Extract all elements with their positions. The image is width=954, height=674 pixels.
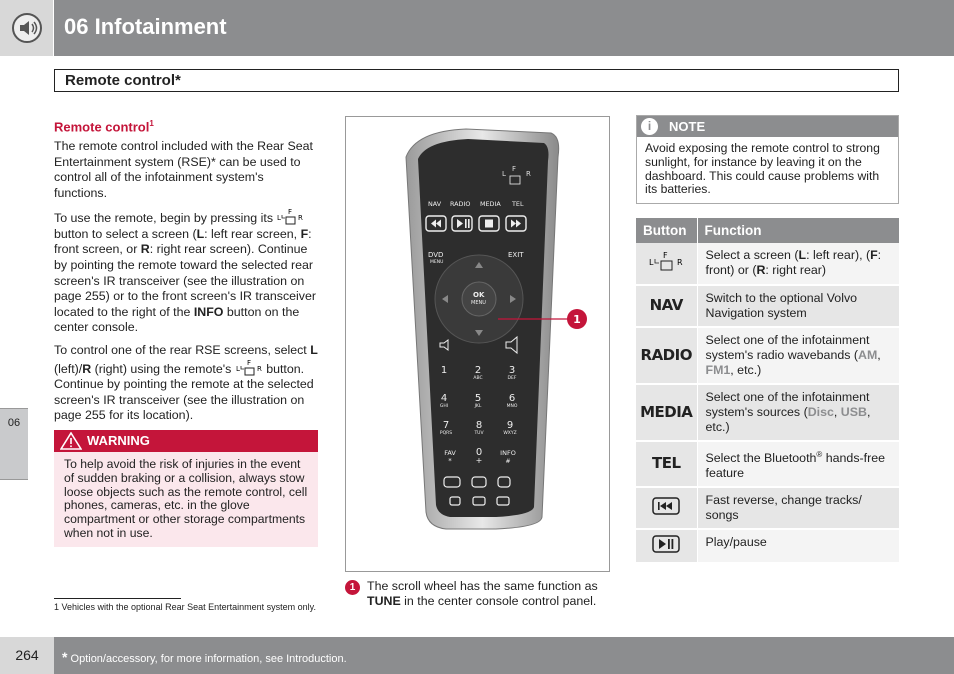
svg-text:DVD: DVD — [428, 251, 444, 259]
footnote: 1 Vehicles with the optional Rear Seat Entertainment system only. — [54, 602, 316, 612]
svg-text:R: R — [526, 170, 531, 178]
footer-note: * Option/accessory, for more information, see Introduction. — [62, 649, 347, 665]
svg-text:TUV: TUV — [474, 431, 484, 436]
svg-text:L: L — [235, 364, 240, 373]
radio-button-label: RADIO — [640, 345, 692, 364]
remote-control-drawing — [346, 117, 611, 573]
button-function-table — [636, 218, 899, 564]
remote-media-label: MEDIA — [480, 200, 501, 208]
chapter-icon-box — [0, 0, 54, 56]
svg-text:R: R — [677, 257, 683, 267]
svg-text:OK: OK — [473, 291, 485, 299]
svg-text:L: L — [277, 214, 282, 223]
svg-text:+: + — [475, 456, 483, 465]
table-row — [636, 327, 899, 384]
svg-text:4: 4 — [440, 393, 448, 404]
svg-text:#: # — [505, 458, 511, 465]
svg-text:INFO: INFO — [500, 449, 516, 457]
body-column-left — [54, 116, 319, 431]
svg-text:6: 6 — [508, 393, 516, 404]
warning-triangle-icon — [60, 432, 82, 450]
play-pause-icon — [652, 535, 680, 553]
tel-button-label: TEL — [651, 454, 681, 473]
table-row — [636, 384, 899, 441]
note-box — [636, 115, 899, 204]
svg-text:0: 0 — [475, 447, 483, 458]
fast-reverse-icon — [652, 497, 680, 515]
function-text: Select one of the infotainment system's sources (Disc, USB, etc.) — [697, 384, 899, 441]
svg-text:R: R — [256, 364, 262, 373]
media-button-label: MEDIA — [640, 402, 693, 421]
page-number: 264 — [0, 637, 54, 674]
svg-text:DEF: DEF — [507, 376, 517, 381]
table-row — [636, 441, 899, 487]
svg-text:F: F — [663, 250, 668, 260]
function-text: Select one of the infotainment system's radio wavebands (AM, FM1, etc.) — [697, 327, 899, 384]
svg-text:R: R — [298, 214, 304, 223]
warning-box — [54, 430, 318, 547]
svg-text:ABC: ABC — [473, 376, 483, 381]
function-text: Select the Bluetooth® hands-free feature — [697, 441, 899, 487]
svg-text:MNO: MNO — [506, 404, 518, 409]
function-text: Switch to the optional Volvo Navigation system — [697, 285, 899, 327]
section-title: Remote control* — [54, 69, 899, 92]
column-header-button: Button — [636, 218, 697, 243]
footnote-ref: 1 — [149, 119, 154, 128]
remote-radio-label: RADIO — [450, 200, 471, 208]
svg-text:GHI: GHI — [439, 404, 449, 409]
remote-control-heading: Remote control$^1$ — [54, 119, 154, 135]
svg-text:L: L — [649, 257, 654, 267]
svg-text:F: F — [246, 358, 251, 367]
callout-number: 1 — [573, 313, 581, 326]
caption-badge: 1 — [345, 580, 360, 595]
svg-text:9: 9 — [506, 420, 514, 431]
remote-nav-wheel — [435, 255, 523, 343]
svg-text:3: 3 — [508, 365, 516, 376]
function-text: Play/pause — [697, 529, 899, 563]
svg-text:MENU: MENU — [471, 300, 486, 306]
lfr-select-icon — [647, 251, 685, 273]
svg-text:WXYZ: WXYZ — [503, 431, 517, 436]
remote-tel-label: TEL — [512, 200, 524, 208]
table-row — [636, 529, 899, 563]
note-text: Avoid exposing the remote control to strong sunlight, for instance by leaving it on the dashboard. This could cause problems with its batteries. — [645, 141, 880, 197]
chapter-title: 06 Infotainment — [64, 14, 227, 39]
svg-text:F: F — [288, 208, 293, 217]
remote-nav-label: NAV — [428, 200, 442, 208]
info-icon: i — [641, 118, 658, 135]
table-row — [636, 243, 899, 285]
speaker-icon — [11, 12, 43, 44]
table-header-row — [636, 218, 899, 243]
warning-header: WARNING — [54, 430, 318, 452]
paragraph-usage: To use the remote, begin by pressing its L F R button to select a screen (L: left rear screen, F: front screen, or R: right rear screen). Continue by pointing the remote toward the selected rear screen's IR transceiver (see the illustration on page 255) or to the front screen's IR transceiver located to the right of the INFO button on the center console. — [54, 208, 317, 335]
figure-caption: 1 The scroll wheel has the same function as TUNE in the center console control panel. — [345, 579, 615, 609]
chapter-header — [0, 0, 954, 56]
table-row — [636, 487, 899, 529]
page-footer — [0, 637, 954, 674]
nav-button-label: NAV — [649, 296, 683, 314]
svg-text:FAV: FAV — [444, 449, 456, 457]
table-row — [636, 285, 899, 327]
paragraph-intro: The remote control included with the Rear Seat Entertainment system (RSE)* can be used to control all of the infotainment system's functions. — [54, 138, 313, 200]
svg-text:*: * — [448, 457, 452, 465]
svg-text:JKL: JKL — [474, 404, 482, 409]
paragraph-rear-screens: To control one of the rear RSE screens, select L (left)/R (right) using the remote's L F R button. Continue by pointing the remote at the selected screen's IR transceiver (see the illustration on page 255 for its location). — [54, 343, 318, 423]
remote-illustration — [345, 116, 610, 572]
svg-text:8: 8 — [475, 420, 483, 431]
svg-text:2: 2 — [474, 365, 482, 376]
svg-text:PQRS: PQRS — [439, 431, 453, 436]
svg-text:1: 1 — [440, 365, 448, 376]
chapter-side-tab: 06 — [0, 408, 28, 480]
footnote-divider — [54, 598, 181, 599]
function-text: Select a screen (L: left rear), (F: front) or (R: right rear) — [697, 243, 899, 285]
svg-text:L: L — [502, 170, 506, 178]
lfr-select-icon — [276, 208, 304, 226]
svg-text:7: 7 — [442, 420, 450, 431]
lfr-select-icon — [235, 359, 263, 377]
function-text: Fast reverse, change tracks/ songs — [697, 487, 899, 529]
warning-text: To help avoid the risk of injuries in the event of sudden braking or a collision, always stow loose objects such as the remote control, cell phones, cameras, etc. in the glove compartment or other storage compartments when not in use. — [64, 457, 308, 540]
svg-text:MENU: MENU — [430, 260, 444, 265]
svg-text:EXIT: EXIT — [508, 251, 524, 259]
note-header: i NOTE — [637, 116, 898, 137]
column-header-function: Function — [697, 218, 899, 243]
svg-text:F: F — [512, 165, 517, 173]
svg-text:5: 5 — [474, 393, 482, 404]
